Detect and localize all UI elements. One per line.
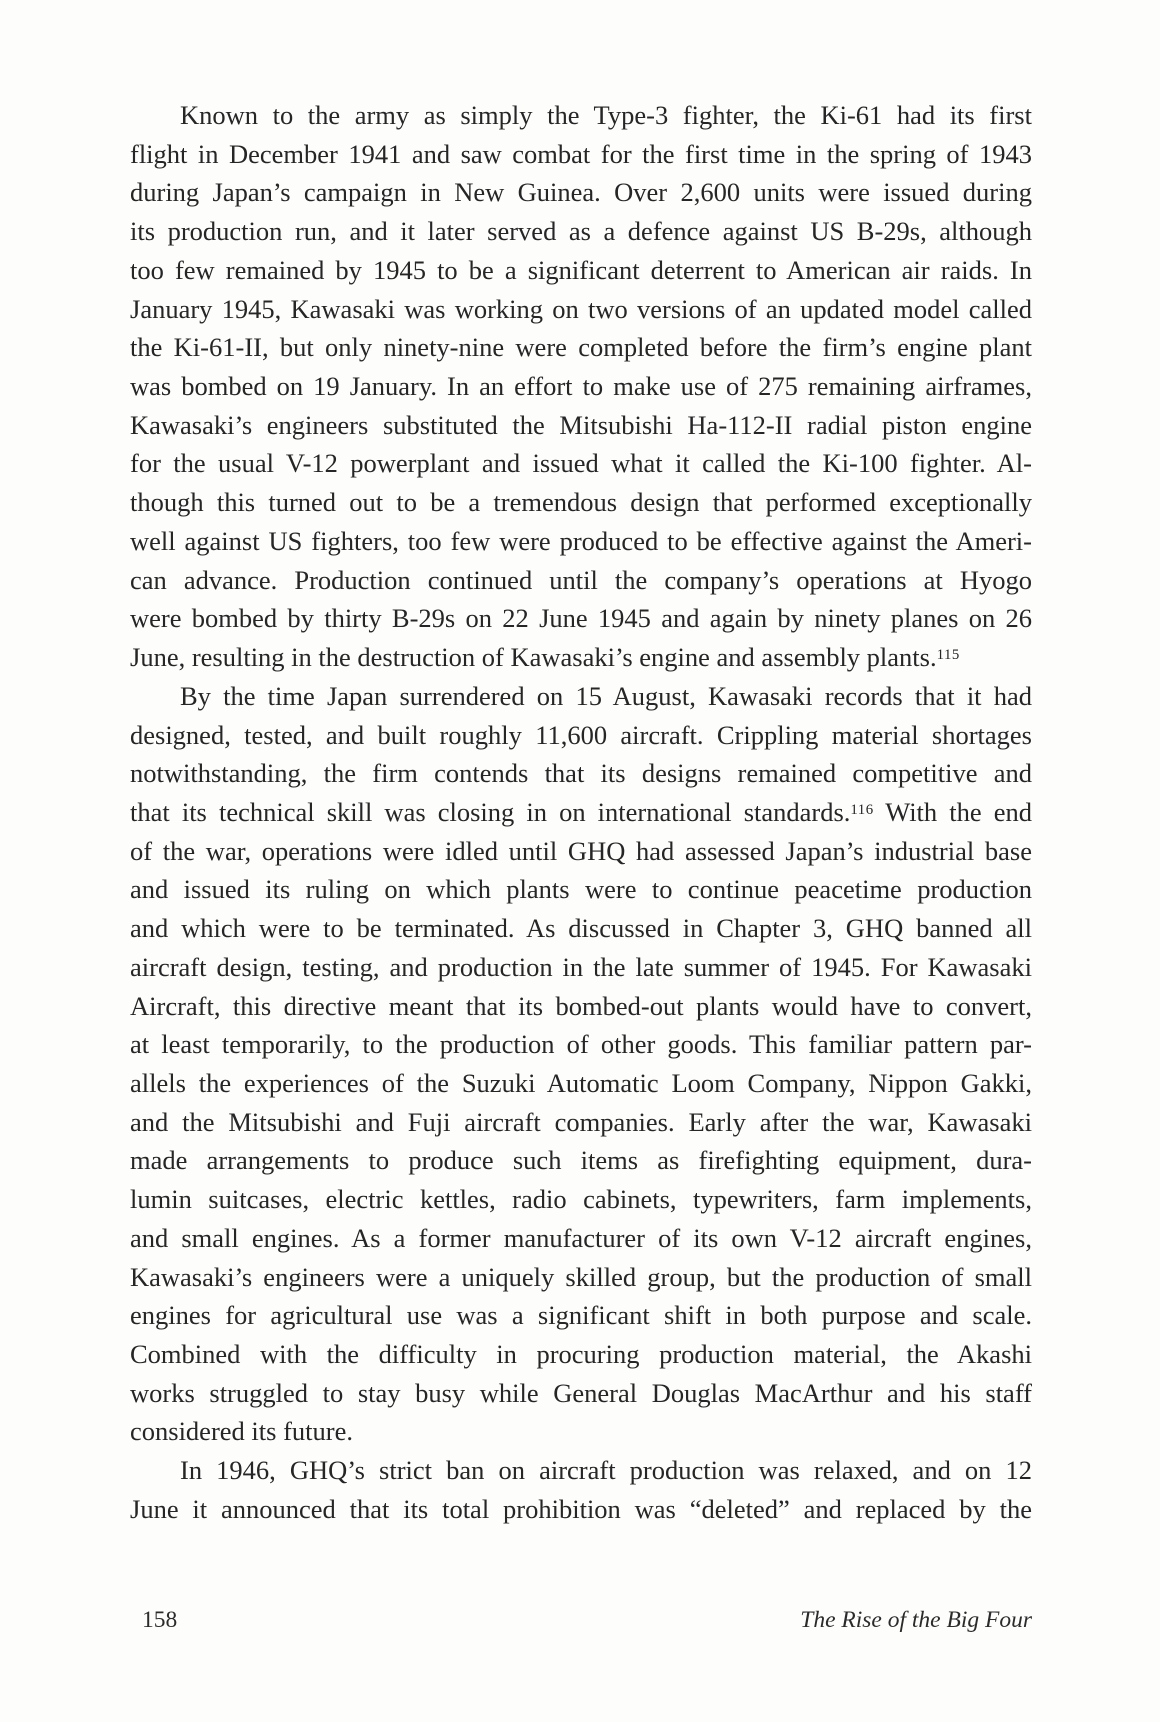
text-line: Kawasaki’s engineers substituted the Mitsubishi Ha-112-II radial piston engine bbox=[130, 409, 1032, 440]
text-line: at least temporarily, to the production of other goods. This familiar pattern par- bbox=[130, 1029, 1032, 1060]
page-number: 158 bbox=[142, 1607, 178, 1633]
text-line: the Ki-61-II, but only ninety-nine were completed before the firm’s engine plant bbox=[130, 332, 1032, 363]
text-line: though this turned out to be a tremendous design that performed exceptionally bbox=[130, 487, 1032, 518]
footnote-marker: 116 bbox=[850, 801, 874, 818]
paragraph bbox=[130, 677, 1032, 1451]
text-line: and which were to be terminated. As discussed in Chapter 3, GHQ banned all bbox=[130, 913, 1032, 944]
text-line: June it announced that its total prohibition was “deleted” and replaced by the bbox=[130, 1493, 1032, 1524]
text-line: engines for agricultural use was a significant shift in both purpose and scale. bbox=[130, 1300, 1032, 1331]
page-text bbox=[130, 96, 1032, 1529]
text-line: Known to the army as simply the Type-3 fighter, the Ki-61 had its first bbox=[180, 100, 1032, 130]
text-line: of the war, operations were idled until GHQ had assessed Japan’s industrial base bbox=[130, 835, 1032, 866]
text-line: that its technical skill was closing in on international standards.$^{116}$ With the end bbox=[130, 796, 1032, 827]
text-line: considered its future. bbox=[130, 1416, 353, 1447]
text-line: can advance. Production continued until the company’s operations at Hyogo bbox=[130, 564, 1032, 595]
text-line: designed, tested, and built roughly 11,600 aircraft. Crippling material shortages bbox=[130, 719, 1032, 750]
text-line: January 1945, Kawasaki was working on two versions of an updated model called bbox=[130, 293, 1032, 324]
text-line: for the usual V-12 powerplant and issued what it called the Ki-100 fighter. Al- bbox=[130, 448, 1032, 479]
paragraph bbox=[130, 1451, 1032, 1528]
text-line: Kawasaki’s engineers were a uniquely skilled group, but the production of small bbox=[130, 1261, 1032, 1292]
text-line: and issued its ruling on which plants were to continue peacetime production bbox=[130, 874, 1032, 905]
text-line: was bombed on 19 January. In an effort to make use of 275 remaining airframes, bbox=[130, 371, 1032, 402]
text-line: well against US fighters, too few were produced to be effective against the Ameri- bbox=[130, 525, 1032, 556]
text-line: In 1946, GHQ’s strict ban on aircraft production was relaxed, and on 12 bbox=[180, 1455, 1032, 1486]
text-line: flight in December 1941 and saw combat for the first time in the spring of 1943 bbox=[130, 138, 1032, 169]
text-line: and the Mitsubishi and Fuji aircraft companies. Early after the war, Kawasaki bbox=[130, 1106, 1032, 1137]
text-line: By the time Japan surrendered on 15 August, Kawasaki records that it had bbox=[180, 680, 1032, 711]
text-line: notwithstanding, the firm contends that its designs remained competitive and bbox=[130, 758, 1032, 789]
text-line: allels the experiences of the Suzuki Automatic Loom Company, Nippon Gakki, bbox=[130, 1067, 1032, 1098]
text-line: lumin suitcases, electric kettles, radio cabinets, typewriters, farm implements, bbox=[130, 1184, 1032, 1215]
paragraph bbox=[130, 96, 1032, 677]
text-line: its production run, and it later served as a defence against US B-29s, although bbox=[130, 216, 1032, 247]
text-line: June, resulting in the destruction of Kawasaki’s engine and assembly plants.$^{115}$ bbox=[130, 642, 960, 673]
text-line: during Japan’s campaign in New Guinea. Over 2,600 units were issued during bbox=[130, 177, 1032, 208]
running-title: The Rise of the Big Four bbox=[800, 1607, 1032, 1633]
text-line: works struggled to stay busy while General Douglas MacArthur and his staff bbox=[130, 1377, 1032, 1408]
text-line: were bombed by thirty B-29s on 22 June 1945 and again by ninety planes on 26 bbox=[130, 603, 1032, 634]
text-line: Aircraft, this directive meant that its bombed-out plants would have to convert, bbox=[130, 990, 1032, 1021]
text-line: made arrangements to produce such items as firefighting equipment, dura- bbox=[130, 1145, 1032, 1176]
page-footer bbox=[130, 1601, 1032, 1641]
text-line: and small engines. As a former manufacturer of its own V-12 aircraft engines, bbox=[130, 1222, 1032, 1253]
text-line: aircraft design, testing, and production in the late summer of 1945. For Kawasaki bbox=[130, 951, 1032, 982]
text-line: Combined with the difficulty in procuring production material, the Akashi bbox=[130, 1339, 1032, 1369]
text-line: too few remained by 1945 to be a significant deterrent to American air raids. In bbox=[130, 254, 1032, 285]
footnote-marker: 115 bbox=[936, 646, 960, 663]
